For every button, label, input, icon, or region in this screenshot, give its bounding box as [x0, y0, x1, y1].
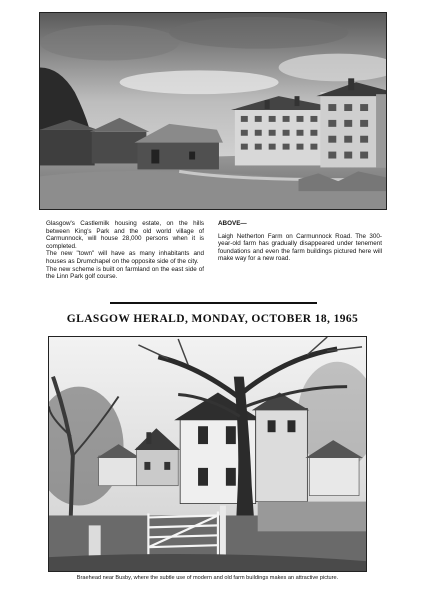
castlemilk-photo — [39, 12, 387, 210]
caption-paragraph: Glasgow's Castlemilk housing estate, on the hills between King's Park and the old world village of Carmunnock, will house 28,000 persons when it is completed. — [46, 220, 204, 250]
caption-heading: ABOVE— — [218, 220, 247, 227]
caption-paragraph: The new scheme is built on farmland on the east side of the Linn Park golf course. — [46, 265, 204, 281]
caption-paragraph: The new "town" will have as many inhabitants and houses as Drumchapel on the opposite side of the city. — [46, 250, 204, 265]
newspaper-masthead: GLASGOW HERALD, MONDAY, OCTOBER 18, 1965 — [66, 313, 359, 325]
divider-rule — [110, 302, 317, 304]
castlemilk-caption — [46, 220, 204, 281]
braehead-caption: Braehead near Busby, where the subtle use of modern and old farm buildings makes an attractive picture. — [76, 575, 339, 581]
braehead-photo — [48, 336, 367, 572]
farm-caption — [218, 220, 382, 263]
farm-and-flats-illustration — [40, 13, 386, 209]
braehead-farm-illustration — [49, 337, 366, 571]
caption-paragraph: Laigh Netherton Farm on Carmunnock Road. The 300-year-old farm has gradually disappeared under tenement foundations and even the farm buildings pictured here will make way for a new road. — [218, 232, 382, 263]
